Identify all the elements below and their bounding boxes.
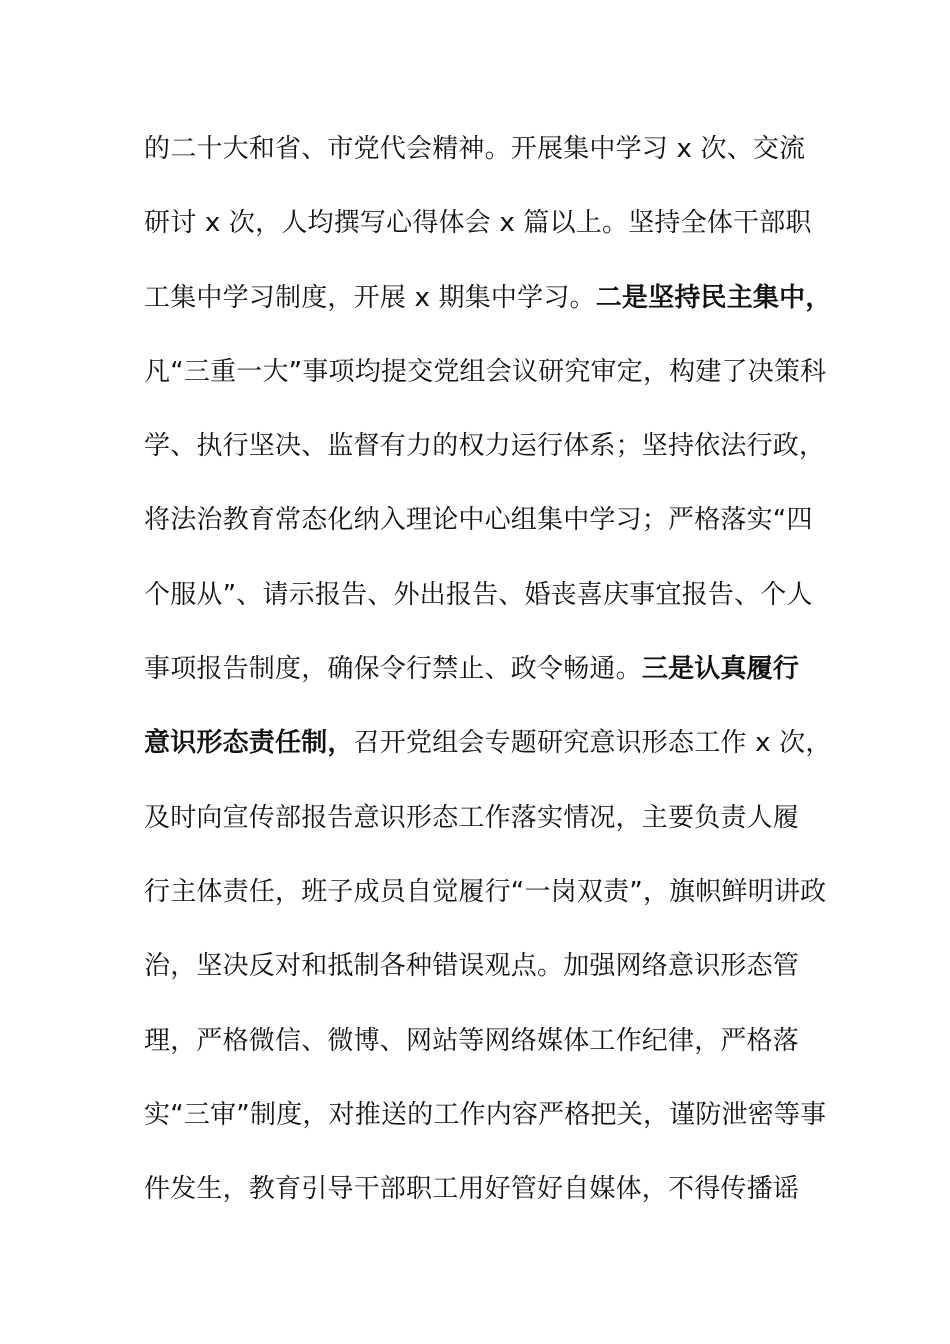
bold-text-run: 三是认真履行 <box>641 654 800 685</box>
text-run: 的二十大和省、市党代会精神。开展集中学习 x 次、交流 <box>144 134 806 164</box>
text-run: 研讨 x 次，人均撰写心得体会 x 篇以上。坚持全体干部职 <box>144 208 812 239</box>
text-run: 实“三审”制度，对推送的工作内容严格把关，谨防泄密等事 <box>144 1099 827 1130</box>
text-line <box>144 929 824 1003</box>
text-line <box>144 558 824 632</box>
text-line <box>144 112 824 186</box>
bold-text-run: 二是坚持民主集中， <box>595 282 832 313</box>
text-run: 治，坚决反对和抵制各种错误观点。加强网络意识形态管 <box>144 951 800 982</box>
text-run: 及时向宣传部报告意识形态工作落实情况，主要负责人履 <box>144 802 800 833</box>
text-run: 召开党组会专题研究意识形态工作 x 次， <box>353 728 832 759</box>
text-line <box>144 261 832 335</box>
text-line <box>144 632 824 706</box>
text-run: 工集中学习制度，开展 x 期集中学习。 <box>144 282 596 313</box>
text-line <box>144 1004 824 1078</box>
body-paragraph <box>144 112 832 1226</box>
text-run: 件发生，教育引导干部职工用好管好自媒体，不得传播谣 <box>144 1174 800 1205</box>
text-run: 行主体责任，班子成员自觉履行“一岗双责”，旗帜鲜明讲政 <box>144 876 827 907</box>
text-line <box>144 409 824 483</box>
text-line <box>144 1152 824 1226</box>
text-line <box>144 781 824 855</box>
text-run: 将法治教育常态化纳入理论中心组集中学习；严格落实“四 <box>144 505 813 536</box>
text-line <box>144 483 824 557</box>
text-line <box>144 855 827 929</box>
text-line <box>144 335 827 409</box>
text-run: 个服从”、请示报告、外出报告、婚丧喜庆事宜报告、个人 <box>144 579 813 610</box>
text-line <box>144 186 824 260</box>
text-run: 事项报告制度，确保令行禁止、政令畅通。 <box>144 654 642 685</box>
text-run: 理，严格微信、微博、网站等网络媒体工作纪律，严格落 <box>144 1025 800 1056</box>
bold-text-run: 意识形态责任制， <box>144 728 354 759</box>
text-line <box>144 706 832 780</box>
text-line <box>144 1078 827 1152</box>
text-run: 学、执行坚决、监督有力的权力运行体系；坚持依法行政， <box>144 431 826 462</box>
text-run: 凡“三重一大”事项均提交党组会议研究审定，构建了决策科 <box>144 356 827 387</box>
